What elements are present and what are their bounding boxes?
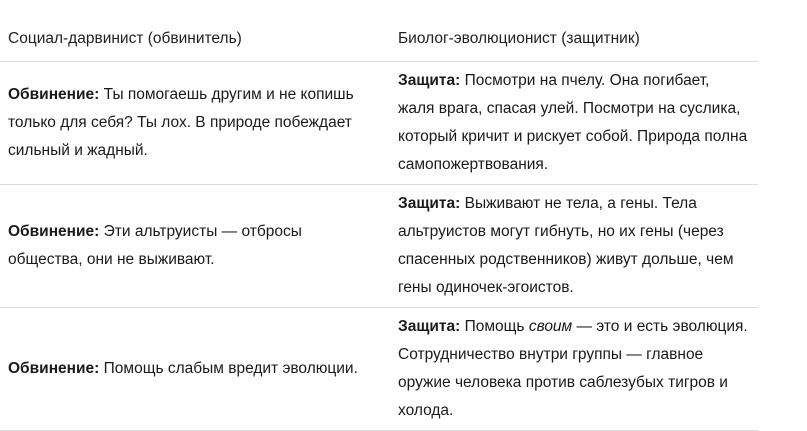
- defense-label: Защита:: [398, 72, 461, 89]
- table-row: [0, 62, 758, 185]
- accusation-cell: [0, 185, 390, 308]
- defense-italic-word: своим: [528, 318, 573, 335]
- defense-label: Защита:: [398, 195, 461, 212]
- comparison-table: [0, 17, 758, 431]
- content-area: [0, 17, 807, 431]
- accusation-cell: [0, 308, 390, 431]
- accusation-text: Ты помогаешь другим и не копишь только для себя? Ты лох. В природе побеждает сильный и жадный.: [8, 86, 354, 159]
- defense-text-after-italic: — это и есть эволюция. Сотрудничество внутри группы — главное оружие человека против саблезубых тигров и холода.: [398, 318, 748, 419]
- defense-text: Выживают не тела, а гены. Тела альтруистов могут гибнуть, но их гены (через спасенных родственников) живут дольше, чем гены одиночек-эгоистов.: [398, 195, 734, 296]
- accusation-text: Помощь слабым вредит эволюции.: [103, 360, 358, 377]
- defense-text-before-italic: Помощь: [464, 318, 525, 335]
- table-row: [0, 185, 758, 308]
- defense-label: Защита:: [398, 318, 461, 335]
- table-row: [0, 308, 758, 431]
- defense-cell: [390, 62, 758, 185]
- defense-cell: [390, 185, 758, 308]
- page: [0, 17, 807, 420]
- accusation-label: Обвинение:: [8, 360, 100, 377]
- accusation-label: Обвинение:: [8, 223, 100, 240]
- defense-cell: [390, 308, 758, 431]
- defense-text: Посмотри на пчелу. Она погибает, жаля врага, спасая улей. Посмотри на суслика, который кричит и рискует собой. Природа полна самопожертвования.: [398, 72, 748, 173]
- header-row: [0, 17, 758, 62]
- accusation-text: Эти альтруисты — отбросы общества, они не выживают.: [8, 223, 302, 268]
- column-header-accuser: Социал-дарвинист (обвинитель): [0, 17, 390, 62]
- accusation-cell: [0, 62, 390, 185]
- accusation-label: Обвинение:: [8, 86, 100, 103]
- column-header-defender: Биолог-эволюционист (защитник): [390, 17, 758, 62]
